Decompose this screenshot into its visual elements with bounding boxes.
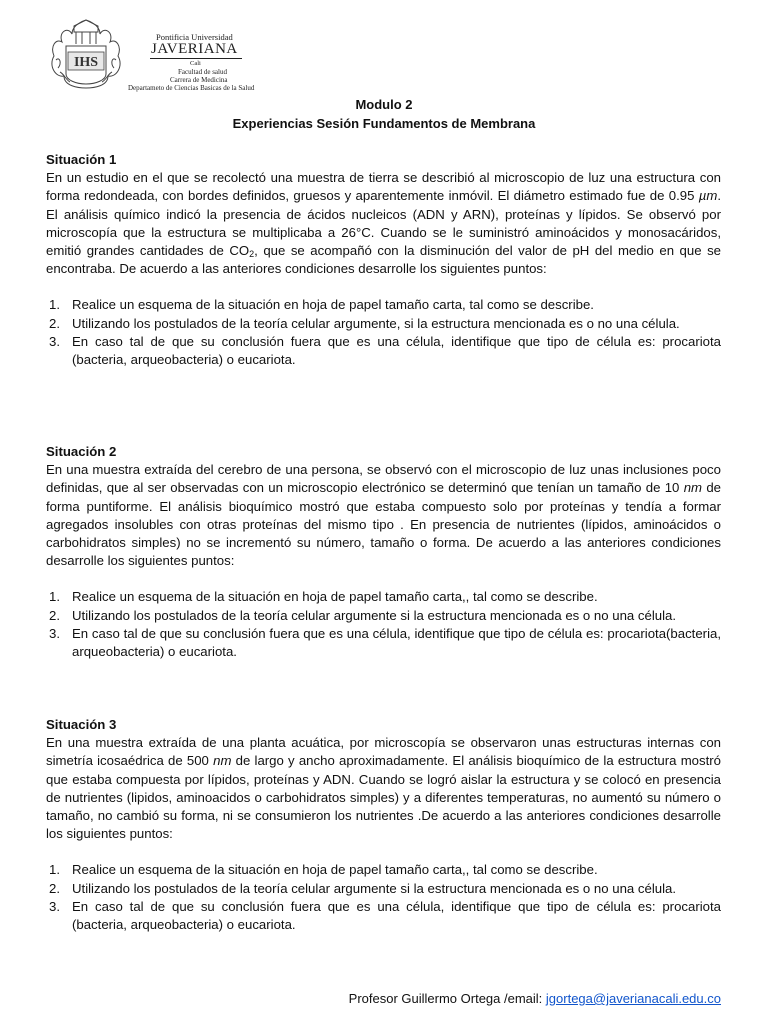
task-list bbox=[46, 588, 721, 661]
list-item: 1. Realice un esquema de la situación en hoja de papel tamaño carta, tal como se describe. bbox=[49, 297, 594, 313]
email-link[interactable]: jgortega@javerianacali.edu.co bbox=[545, 991, 721, 1006]
list-item: 3. En caso tal de que su conclusión fuera que es una célula, identifique que tipo de célula es: procariota (bacteria, arqueobacteria) o eucariota. bbox=[49, 333, 721, 368]
list-item: 2. Utilizando los postulados de la teoría celular argumente si la estructura mencionada es o no una célula. bbox=[49, 880, 677, 896]
unit: nm bbox=[683, 480, 703, 496]
faculty-name: Facultad de salud bbox=[178, 68, 227, 76]
situation-heading: Situación 1 bbox=[46, 152, 117, 167]
university-seal-icon bbox=[46, 16, 126, 92]
institution-line: Pontificia Universidad bbox=[156, 32, 233, 42]
list-item: 3. En caso tal de que su conclusión fuera que es una célula, identifique que tipo de célula es: procariota(bacteria, arqueobacteria) o eucariota. bbox=[49, 625, 721, 660]
list-item: 2. Utilizando los postulados de la teoría celular argumente, si la estructura mencionada es o no una célula. bbox=[49, 315, 680, 331]
situation-description: En un estudio en el que se recolectó una muestra de tierra se describió al microscopio de luz una estructura con forma redondeada, con bordes definidos, gruesos y aparentemente inmóvil. El diámetro estimado fue de 0.95 µm. El análisis químico indicó la presencia de ácidos nucleicos (ADN y ARN), proteínas y lípidos. Se observó por microscopía que la estructura se multiplicaba a 26°C. Cuando se le suministró aminoácidos y monosacáridos, emitió grandes cantidades de $CO_2$, que se acompañó con la disminución del valor de pH del medio en que se encontraba. De acuerdo a las anteriores condiciones desarrolle los siguientes puntos: bbox=[46, 170, 721, 277]
situation-heading: Situación 2 bbox=[46, 444, 117, 459]
module-title: Modulo 2 bbox=[355, 97, 413, 112]
unit: µm bbox=[698, 188, 718, 204]
document-subtitle: Experiencias Sesión Fundamentos de Membrana bbox=[232, 116, 536, 131]
list-item: 2. Utilizando los postulados de la teoría celular argumente si la estructura mencionada es o no una célula. bbox=[49, 607, 677, 623]
situation-description: En una muestra extraída de una planta acuática, por microscopía se observaron unas estructuras internas con simetría icosaédrica de 500 nm de largo y ancho aproximadamente. El análisis bioquímico de la estructura mostró que estaba compuesta por lípidos, proteínas y ADN. Cuando se logró aislar la estructura y se colocó en presencia de nutrientes (lipidos, aminoacidos o carbohidratos simples) y a diferentes temperaturas, no aumentó su número o tamaño, no cambió su forma, ni se consumieron los nutrientes .De acuerdo a las anteriores condiciones desarrolle los siguientes puntos: bbox=[46, 735, 721, 842]
university-logo bbox=[46, 16, 346, 92]
situation-1 bbox=[46, 151, 721, 369]
task-list bbox=[46, 861, 721, 934]
task-list bbox=[46, 296, 721, 369]
subscript: 2 bbox=[249, 249, 255, 260]
situation-description: En una muestra extraída del cerebro de una persona, se observó con el microscopio de luz unas inclusiones poco definidas, que al ser observadas con un microscopio electrónico se determinó que tenían un tamaño de 10 nm de forma puntiforme. El análisis bioquímico mostró que estaba compuesto solo por proteínas y tendía a formar agregados insolubles con otras proteínas del mismo tipo . En presencia de nutrientes (lípidos, aminoácidos o carbohidratos simples) no se incrementó su número, tamaño o forma. De acuerdo a las anteriores condiciones desarrolle los siguientes puntos: bbox=[46, 462, 721, 569]
institution-city: Cali bbox=[190, 60, 201, 67]
seal-letters: IHS bbox=[73, 55, 99, 70]
list-item: 1. Realice un esquema de la situación en hoja de papel tamaño carta,, tal como se describe. bbox=[49, 862, 598, 878]
footer-contact bbox=[349, 990, 721, 1008]
list-item: 3. En caso tal de que su conclusión fuera que es una célula, identifique que tipo de célula es: procariota (bacteria, arqueobacteria) o eucariota. bbox=[49, 898, 721, 933]
situation-heading: Situación 3 bbox=[46, 717, 117, 732]
list-item: 1. Realice un esquema de la situación en hoja de papel tamaño carta,, tal como se describe. bbox=[49, 589, 598, 605]
professor-credit: Profesor Guillermo Ortega /email: bbox=[348, 991, 546, 1006]
department-name: Departameto de Ciencias Basicas de la Salud bbox=[128, 84, 255, 92]
unit: nm bbox=[213, 753, 232, 769]
institution-name: JAVERIANA bbox=[151, 41, 238, 57]
situation-2 bbox=[46, 443, 721, 661]
program-name: Carrera de Medicina bbox=[170, 76, 228, 84]
logo-divider bbox=[150, 58, 242, 59]
situation-3 bbox=[46, 716, 721, 934]
